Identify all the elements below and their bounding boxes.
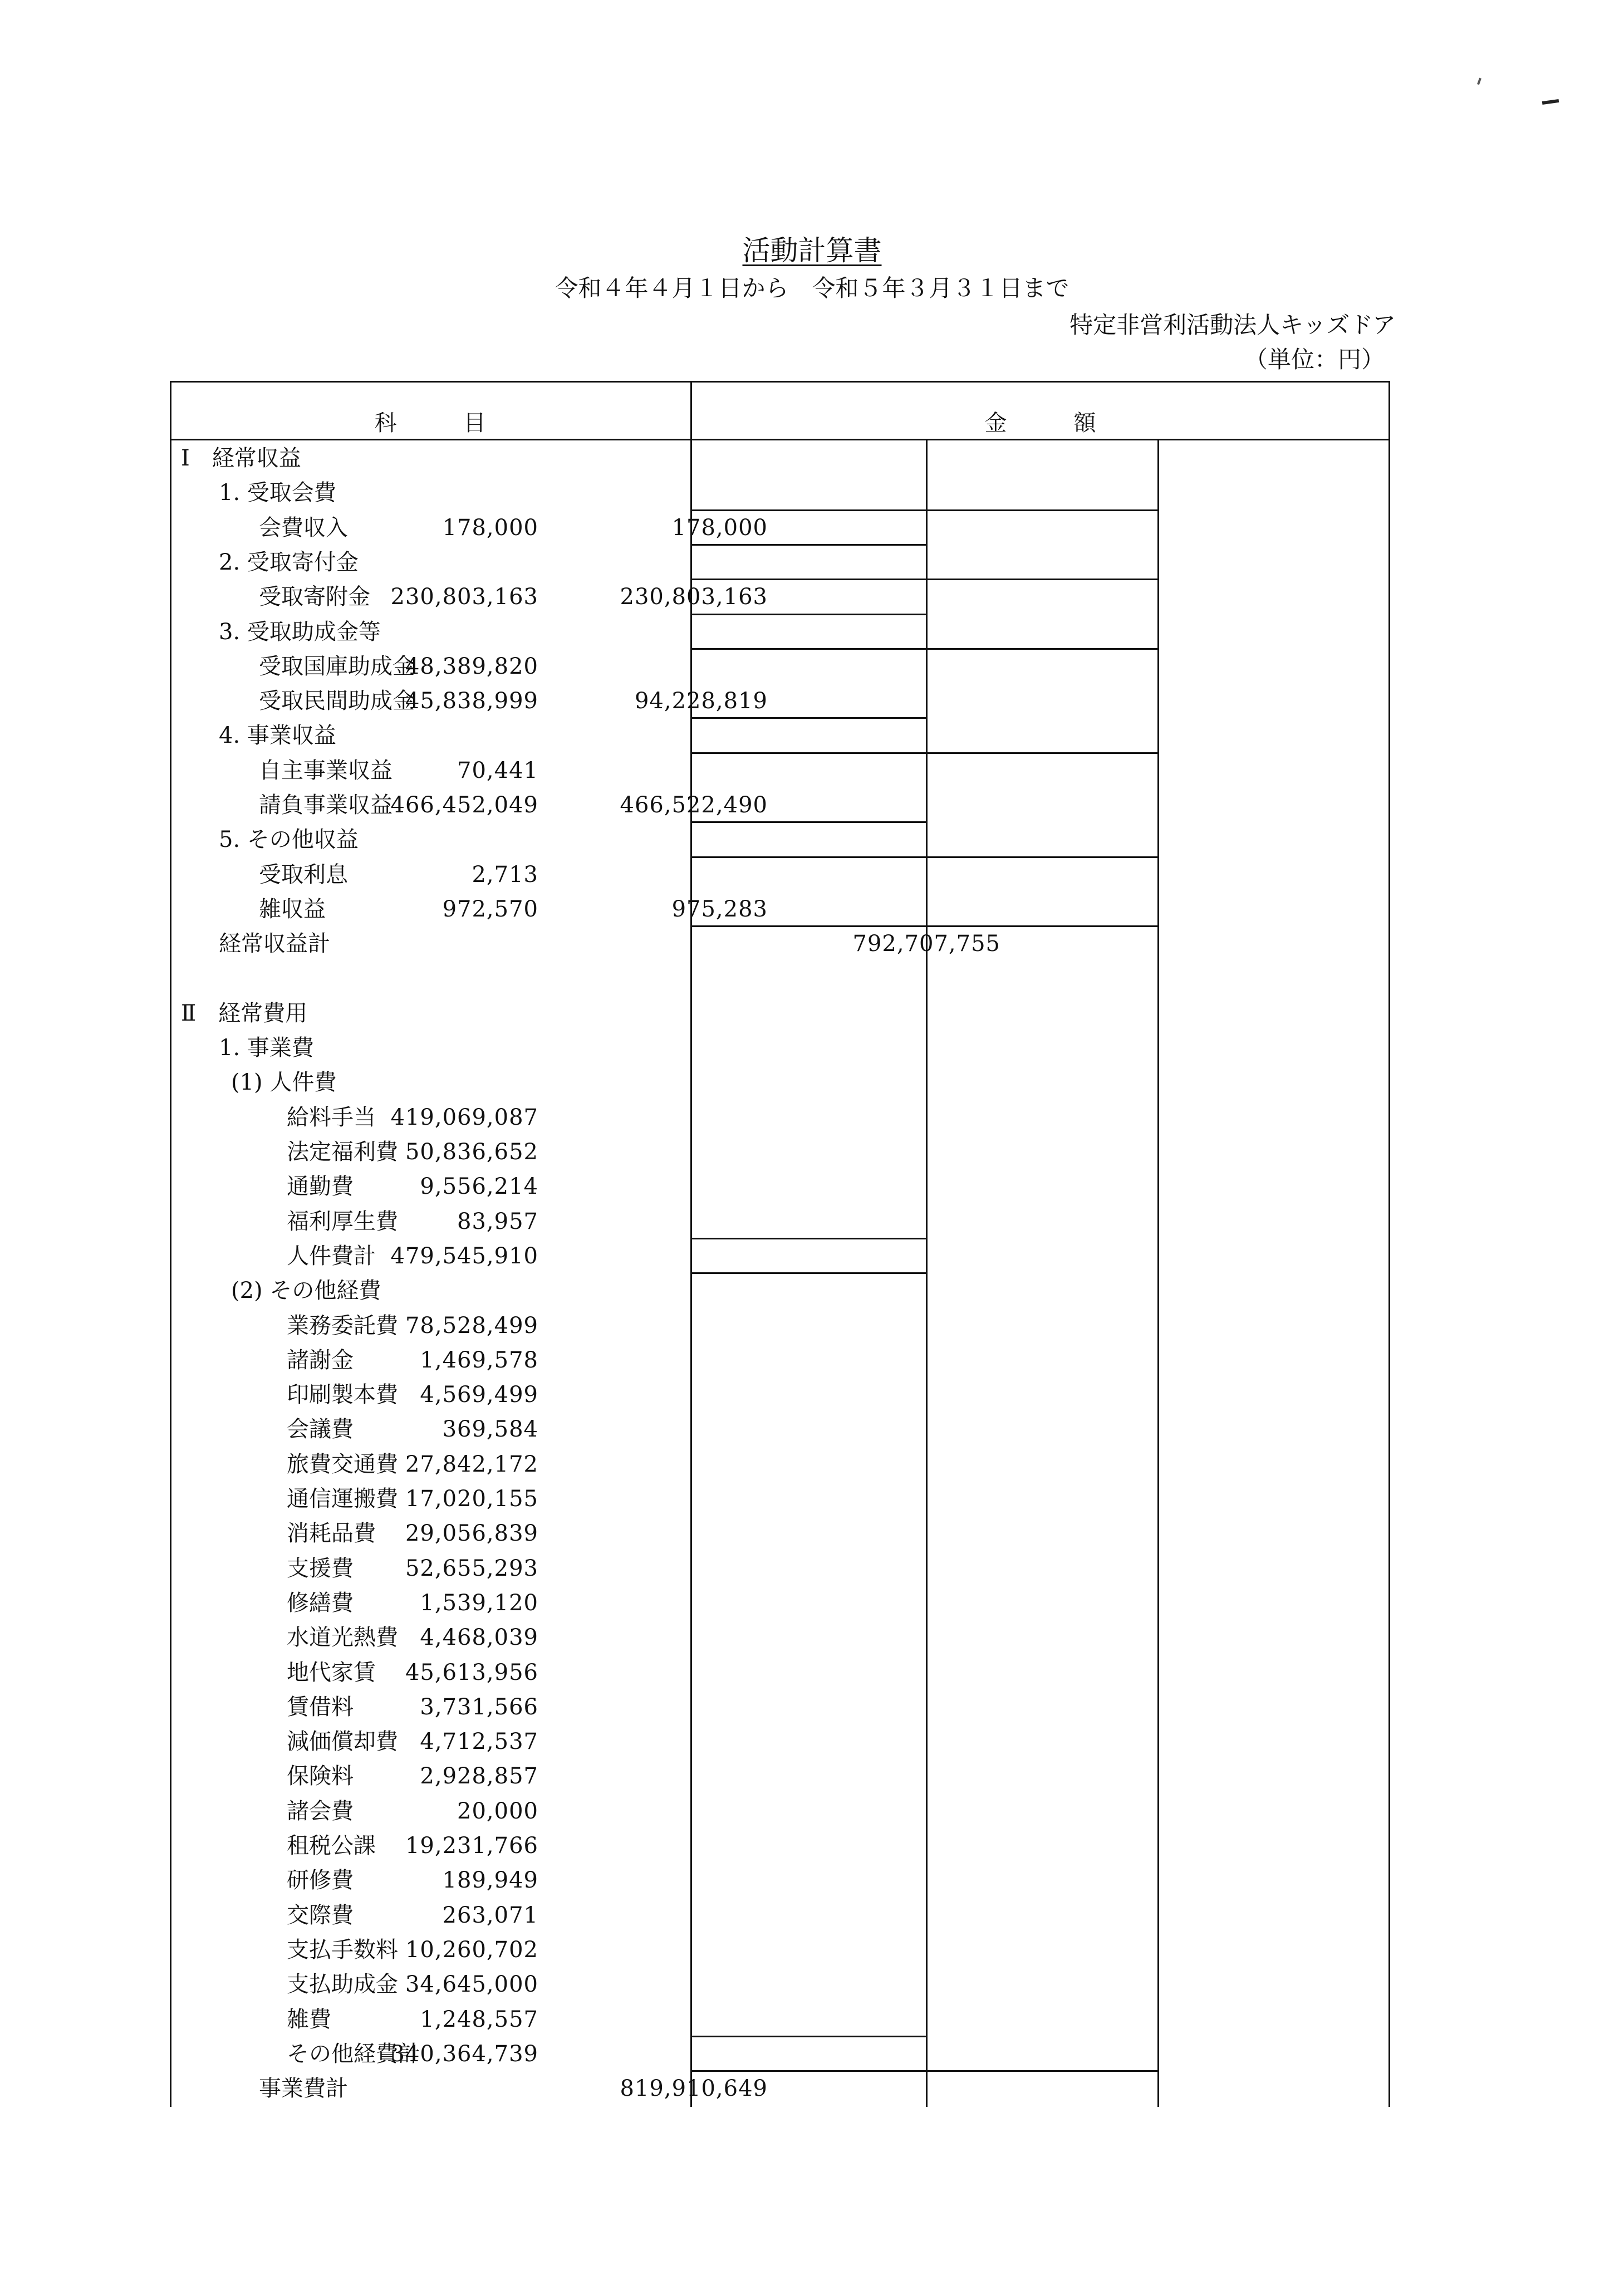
table-row: [170, 1308, 1390, 1343]
amount-c1: 1,469,578: [420, 1347, 538, 1373]
table-row: [170, 753, 1390, 788]
subtotal-rule: [690, 544, 926, 546]
row-label: 2. 受取寄付金: [219, 549, 359, 575]
amount-c1: 45,838,999: [405, 688, 538, 714]
amount-c1: 2,713: [472, 861, 538, 888]
table-row: [170, 1794, 1390, 1829]
row-label: 旅費交通費: [287, 1451, 398, 1477]
amount-c1: 17,020,155: [405, 1486, 538, 1512]
subtotal-rule: [690, 579, 926, 580]
amount-c1: 1,248,557: [420, 2006, 538, 2032]
table-row: [170, 822, 1390, 857]
amount-c1: 10,260,702: [405, 1937, 538, 1963]
table-row: [170, 1516, 1390, 1551]
table-row: [170, 1829, 1390, 1863]
table-row: [170, 1100, 1390, 1135]
row-label: その他経費計: [287, 2041, 420, 2067]
row-label: 雑収益: [259, 896, 326, 922]
subtotal-rule: [926, 509, 1157, 511]
row-label: 3. 受取助成金等: [219, 619, 381, 645]
statement-table: [170, 381, 1390, 2107]
table-row: [170, 1620, 1390, 1655]
table-row: [170, 2071, 1390, 2106]
amount-c1: 263,071: [442, 1902, 538, 1928]
amount-c1: 1,539,120: [420, 1590, 538, 1616]
amount-c1: 70,441: [457, 757, 538, 783]
amount-c1: 189,949: [442, 1867, 538, 1894]
row-label: 事業費計: [259, 2076, 348, 2102]
subtotal-rule: [926, 579, 1157, 580]
row-label: 業務委託費: [287, 1312, 398, 1339]
row-label: Ⅱ 経常費用: [181, 1000, 308, 1026]
amount-c2: 94,228,819: [634, 688, 768, 714]
row-label: 雑費: [287, 2006, 331, 2032]
row-label: 賃借料: [287, 1694, 354, 1720]
amount-c1: 83,957: [457, 1208, 538, 1234]
table-row: [170, 1031, 1390, 1065]
table-row: [170, 1690, 1390, 1724]
row-label: 請負事業収益: [259, 792, 392, 818]
amount-c1: 45,613,956: [405, 1659, 538, 1685]
subtotal-rule: [926, 752, 1157, 754]
table-row: [170, 1135, 1390, 1169]
table-row: [170, 1551, 1390, 1586]
row-label: 支援費: [287, 1555, 354, 1581]
row-label: 福利厚生費: [287, 1208, 398, 1234]
subtotal-rule: [690, 2070, 926, 2072]
reporting-period: 令和４年４月１日から 令和５年３月３１日まで: [555, 275, 1069, 302]
unit-label: （単位：円）: [1244, 346, 1385, 373]
table-row: [170, 1447, 1390, 1482]
amount-c2: 975,283: [671, 896, 768, 922]
table-row: [170, 476, 1390, 510]
row-label: 研修費: [287, 1867, 354, 1894]
amount-c1: 52,655,293: [405, 1555, 538, 1581]
table-row: [170, 892, 1390, 927]
amount-c1: 230,803,163: [390, 584, 538, 610]
subtotal-rule: [690, 821, 926, 823]
row-label: 修繕費: [287, 1590, 354, 1616]
row-label: 諸謝金: [287, 1347, 354, 1373]
table-row: [170, 857, 1390, 892]
amount-c1: 178,000: [442, 514, 538, 541]
scan-speck: [1477, 78, 1481, 85]
amount-c1: 48,389,820: [405, 653, 538, 679]
table-row: [170, 996, 1390, 1031]
row-label: 通勤費: [287, 1174, 354, 1200]
subtotal-rule: [926, 925, 1157, 927]
row-label: (1) 人件費: [231, 1070, 337, 1096]
table-row: [170, 1863, 1390, 1898]
amount-c1: 20,000: [457, 1798, 538, 1824]
amount-c3: 792,707,755: [852, 931, 1000, 957]
table-row: [170, 927, 1390, 961]
subtotal-rule: [926, 2070, 1157, 2072]
row-label: 諸会費: [287, 1798, 354, 1824]
amount-c1: 4,712,537: [420, 1729, 538, 1755]
row-label: 経常収益計: [219, 931, 330, 957]
row-label: 租税公課: [287, 1833, 376, 1859]
row-label: 受取民間助成金: [259, 688, 415, 714]
row-label: 受取利息: [259, 861, 348, 888]
row-label: 支払手数料: [287, 1937, 398, 1963]
row-label: 支払助成金: [287, 1972, 398, 1998]
subtotal-rule: [690, 752, 926, 754]
subtotal-rule: [690, 925, 926, 927]
table-row: [170, 2037, 1390, 2071]
table-row: [170, 545, 1390, 580]
subtotal-rule: [690, 614, 926, 615]
amount-c1: 50,836,652: [405, 1139, 538, 1165]
table-row: [170, 1273, 1390, 1308]
table-row: [170, 441, 1390, 476]
table-row: [170, 1967, 1390, 2002]
amount-c1: 27,842,172: [405, 1451, 538, 1477]
table-row: [170, 1065, 1390, 1100]
table-row: [170, 615, 1390, 649]
row-label: 保険料: [287, 1763, 354, 1790]
row-label: 人件費計: [287, 1243, 376, 1269]
row-label: 通信運搬費: [287, 1486, 398, 1512]
table-row: [170, 684, 1390, 718]
amount-c1: 9,556,214: [420, 1174, 538, 1200]
amount-c1: 466,452,049: [390, 792, 538, 818]
table-row: [170, 1759, 1390, 1793]
subtotal-rule: [926, 856, 1157, 858]
amount-c2: 178,000: [671, 514, 768, 541]
amount-c1: 34,645,000: [405, 1972, 538, 1998]
subtotal-rule: [690, 2036, 926, 2037]
amount-c1: 972,570: [442, 896, 538, 922]
amount-c1: 4,468,039: [420, 1625, 538, 1651]
row-label: 4. 事業収益: [219, 723, 336, 749]
amount-c2: 230,803,163: [620, 584, 768, 610]
row-label: (2) その他経費: [231, 1278, 381, 1304]
amount-c2: 819,910,649: [620, 2076, 768, 2102]
table-row: [170, 1898, 1390, 1933]
table-row: [170, 1412, 1390, 1447]
table-row: [170, 1724, 1390, 1759]
table-row: [170, 962, 1390, 996]
subtotal-rule: [690, 509, 926, 511]
row-label: 自主事業収益: [259, 757, 392, 783]
amount-c1: 3,731,566: [420, 1694, 538, 1720]
header-bottom-border: [170, 439, 1390, 440]
amount-c1: 19,231,766: [405, 1833, 538, 1859]
table-row: [170, 1204, 1390, 1239]
row-label: 印刷製本費: [287, 1382, 398, 1408]
row-label: 水道光熱費: [287, 1625, 398, 1651]
subtotal-rule: [690, 648, 926, 650]
header-subject: 科 目: [374, 410, 486, 436]
amount-c1: 78,528,499: [405, 1312, 538, 1339]
amount-c1: 29,056,839: [405, 1521, 538, 1547]
subtotal-rule: [690, 1272, 926, 1274]
table-row: [170, 1378, 1390, 1412]
amount-c1: 2,928,857: [420, 1763, 538, 1790]
table-row: [170, 1655, 1390, 1690]
amount-c1: 479,545,910: [390, 1243, 538, 1269]
amount-c1: 419,069,087: [390, 1104, 538, 1130]
row-label: Ⅰ 経常収益: [181, 445, 301, 471]
row-label: 受取国庫助成金: [259, 653, 415, 679]
row-label: 会議費: [287, 1416, 354, 1443]
organization-name: 特定非営利活動法人キッズドア: [1069, 311, 1396, 339]
subtotal-rule: [690, 1238, 926, 1239]
amount-c1: 369,584: [442, 1416, 538, 1443]
subtotal-rule: [926, 648, 1157, 650]
table-row: [170, 649, 1390, 684]
amount-c1: 340,364,739: [390, 2041, 538, 2067]
row-label: 減価償却費: [287, 1729, 398, 1755]
subtotal-rule: [690, 856, 926, 858]
table-row: [170, 1586, 1390, 1620]
header-amount: 金 額: [984, 410, 1096, 436]
row-label: 受取寄附金: [259, 584, 370, 610]
row-label: 法定福利費: [287, 1139, 398, 1165]
row-label: 消耗品費: [287, 1521, 376, 1547]
table-row: [170, 1239, 1390, 1273]
table-row: [170, 788, 1390, 822]
table-row: [170, 718, 1390, 753]
subtotal-rule: [690, 717, 926, 719]
table-row: [170, 511, 1390, 545]
table-row: [170, 2002, 1390, 2037]
row-label: 地代家賃: [287, 1659, 376, 1685]
row-label: 会費収入: [259, 514, 348, 541]
row-label: 交際費: [287, 1902, 354, 1928]
row-label: 1. 事業費: [219, 1035, 314, 1061]
row-label: 5. その他収益: [219, 827, 359, 853]
table-row: [170, 1343, 1390, 1378]
table-row: [170, 580, 1390, 614]
row-label: 給料手当: [287, 1104, 376, 1130]
scan-mark: [1542, 99, 1559, 105]
table-row: [170, 1933, 1390, 1967]
amount-c1: 4,569,499: [420, 1382, 538, 1408]
document-title: 活動計算書: [742, 234, 882, 267]
row-label: 1. 受取会費: [219, 480, 336, 506]
amount-c2: 466,522,490: [620, 792, 768, 818]
table-top-border: [170, 381, 1390, 383]
table-row: [170, 1169, 1390, 1204]
table-row: [170, 1482, 1390, 1516]
